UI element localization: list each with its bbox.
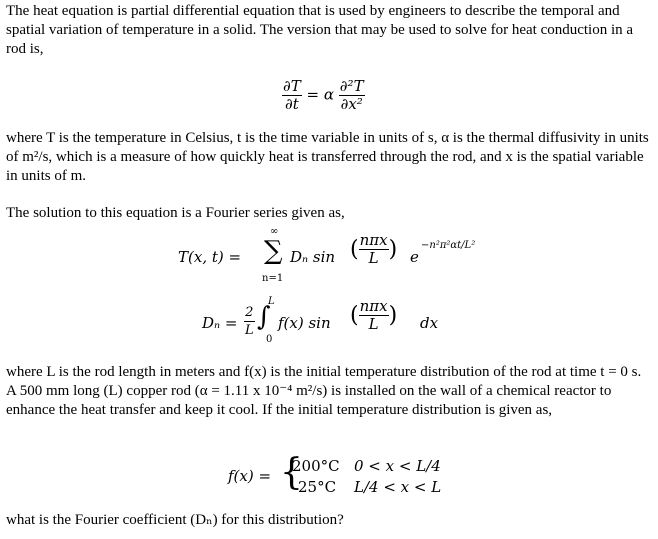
integrand: f(x) sin — [278, 314, 331, 332]
solution-intro: The solution to this equation is a Fourier series given as, — [6, 205, 345, 221]
series-lhs: T(x, t) = — [178, 248, 242, 266]
series-arg-denominator: L — [368, 249, 379, 267]
definitions-paragraph: where T is the temperature in Celsius, t is the time variable in units of s, α is the thermal diffusivity in units of m²/s, which is a measure of how quickly heat is transferred through the rod, and x is the spatial variable in units of m. — [6, 130, 649, 184]
series-arg-numerator: nπx — [359, 231, 388, 249]
exponential-base: e — [410, 248, 419, 266]
equals-alpha: = α — [306, 85, 335, 104]
integrand-argument: ( $\frac{\text{nπx}}{L}$ ) — [350, 297, 398, 333]
coefficient-equation — [202, 296, 462, 350]
piecewise-lhs: f(x) = — [228, 467, 272, 485]
coefficient-fraction — [244, 304, 255, 339]
sum-upper-limit: ∞ — [270, 226, 279, 237]
case-1-value: 200°C — [292, 457, 340, 475]
coefficient-lhs: Dₙ = — [202, 314, 238, 332]
case-2-value: 25°C — [298, 478, 337, 496]
rhs-denominator: ∂x² — [340, 95, 363, 113]
initial-distribution-equation — [228, 452, 458, 498]
lhs-fraction — [282, 78, 302, 113]
integral-lower-limit: 0 — [266, 334, 273, 345]
series-term: Dₙ sin — [290, 248, 336, 266]
lhs-numerator: ∂T — [283, 77, 301, 95]
question-paragraph: what is the Fourier coefficient (Dₙ) for this distribution? — [6, 512, 344, 528]
case-2-range: L/4 < x < L — [354, 478, 442, 496]
rhs-fraction — [339, 78, 365, 113]
case-1-range: 0 < x < L/4 — [354, 457, 441, 475]
integrand-arg-denominator: L — [368, 315, 379, 333]
series-argument: ( $\frac{\text{nπx}}{L}$ ) — [350, 231, 398, 267]
sum-lower-limit: n=1 — [262, 273, 284, 284]
summation-symbol: ∑ — [264, 236, 283, 266]
fourier-series-equation — [178, 226, 508, 292]
integral-upper-limit: L — [268, 296, 275, 307]
coefficient-denominator: L — [245, 323, 254, 338]
exponential-power: −n²π²αt/L² — [421, 240, 476, 251]
coefficient-numerator: 2 — [245, 305, 254, 320]
intro-paragraph: The heat equation is partial differential equation that is used by engineers to describe the temporal and spatial variation of temperature in a solid. The version that may be used to solve for heat conduction in a rod is, — [6, 3, 634, 57]
rhs-numerator: ∂²T — [339, 77, 364, 95]
lhs-denominator: ∂t — [284, 95, 299, 113]
piecewise-brace: { — [280, 452, 303, 493]
heat-equation — [282, 78, 365, 113]
differential: dx — [420, 314, 439, 332]
integral-symbol: ∫ — [257, 302, 271, 332]
problem-paragraph: where L is the rod length in meters and f(x) is the initial temperature distribution of the rod at time t = 0 s. A 500 mm long (L) copper rod (α = 1.11 x 10⁻⁴ m²/s) is installed on the wall of a chemical reactor to enhance the heat transfer and keep it cool. If the initial temperature distribution is given as, — [6, 364, 642, 418]
integrand-arg-numerator: nπx — [359, 297, 388, 315]
